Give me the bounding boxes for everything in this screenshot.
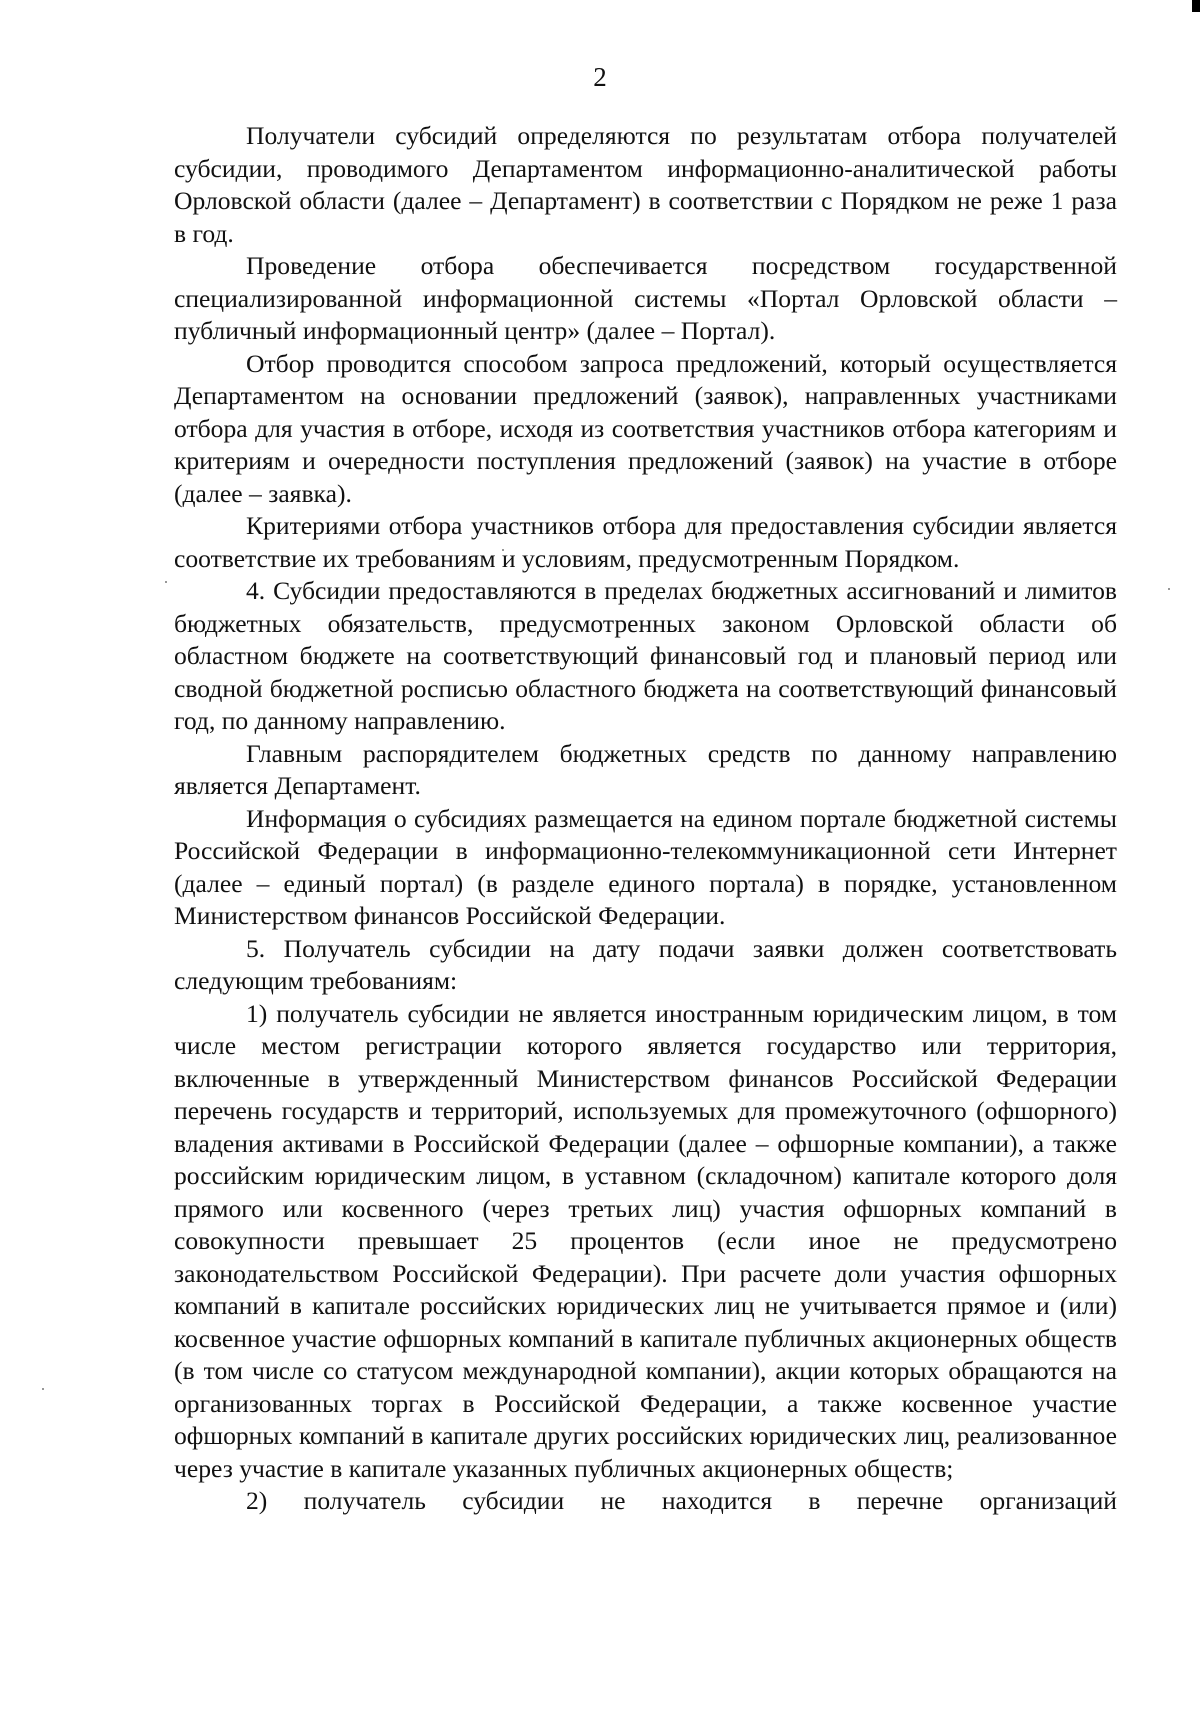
paragraph-recipients-selection: Получатели субсидий определяются по результатам отбора получателей субсидии, проводимого Департаментом информационно-аналитической работы Орловской области (далее – Департамент) в соответствии с Порядком не реже 1 раза в год.: [174, 121, 1117, 248]
paragraph-selection-criteria: Критериями отбора участников отбора для предоставления субсидии является соответствие их требованиям и условиям, предусмотренным Порядком.: [174, 511, 1117, 573]
paragraph-subsidy-information: Информация о субсидиях размещается на едином портале бюджетной системы Российской Федерации в информационно-телекоммуникационной сети Интернет (далее – единый портал) (в разделе единого портала) в порядке, установленном Министерством финансов Российской Федерации.: [174, 803, 1117, 930]
paragraph-main-budget-manager: Главным распорядителем бюджетных средств по данному направлению является Департамент.: [174, 738, 1117, 800]
scan-speck: [42, 1388, 44, 1390]
scan-speck: [1168, 588, 1170, 590]
paragraph-selection-method: Отбор проводится способом запроса предложений, который осуществляется Департаментом на основании предложений (заявок), направленных участниками отбора для участия в отборе, исходя из соответствия участников отбора категориям и критериям и очередности поступления предложений (заявок) на участие в отборе (далее – заявка).: [174, 348, 1117, 508]
paragraph-item-4-budget-limits: 4. Субсидии предоставляются в пределах бюджетных ассигнований и лимитов бюджетных обязательств, предусмотренных законом Орловской области об областном бюджете на соответствующий финансовый год и плановый период или сводной бюджетной росписью областного бюджета на соответствующий финансовый год, по данному направлению.: [174, 576, 1117, 735]
scan-edge-mark: [1192, 0, 1200, 12]
paragraph-requirement-2-start: 2) получатель субсидии не находится в перечне организаций: [246, 1486, 1117, 1515]
document-body: [174, 120, 1117, 1518]
paragraph-requirement-1-offshore: 1) получатель субсидии не является иностранным юридическим лицом, в том числе местом регистрации которого является государство или территория, включенные в утвержденный Министерством финансов Российской Федерации перечень государств и территорий, используемых для промежуточного (офшорного) владения активами в Российской Федерации (далее – офшорные компании), а также российским юридическим лицом, в уставном (складочном) капитале которого доля прямого или косвенного (через третьих лиц) участия офшорных компаний в совокупности превышает 25 процентов (если иное не предусмотрено законодательством Российской Федерации). При расчете доли участия офшорных компаний в капитале российских юридических лиц не учитывается прямое и (или) косвенное участие офшорных компаний в капитале публичных акционерных обществ (в том числе со статусом международной компании), акции которых обращаются на организованных торгах в Российской Федерации, а также косвенное участие офшорных компаний в капитале других российских юридических лиц, реализованное через участие в капитале указанных публичных акционерных обществ;: [174, 998, 1117, 1483]
scan-speck: [165, 581, 167, 583]
paragraph-item-5-requirements: 5. Получатель субсидии на дату подачи заявки должен соответствовать следующим требованиям:: [174, 933, 1117, 995]
page-number: 2: [593, 62, 607, 92]
paragraph-selection-portal: Проведение отбора обеспечивается посредством государственной специализированной информационной системы «Портал Орловской области – публичный информационный центр» (далее – Портал).: [174, 251, 1117, 345]
